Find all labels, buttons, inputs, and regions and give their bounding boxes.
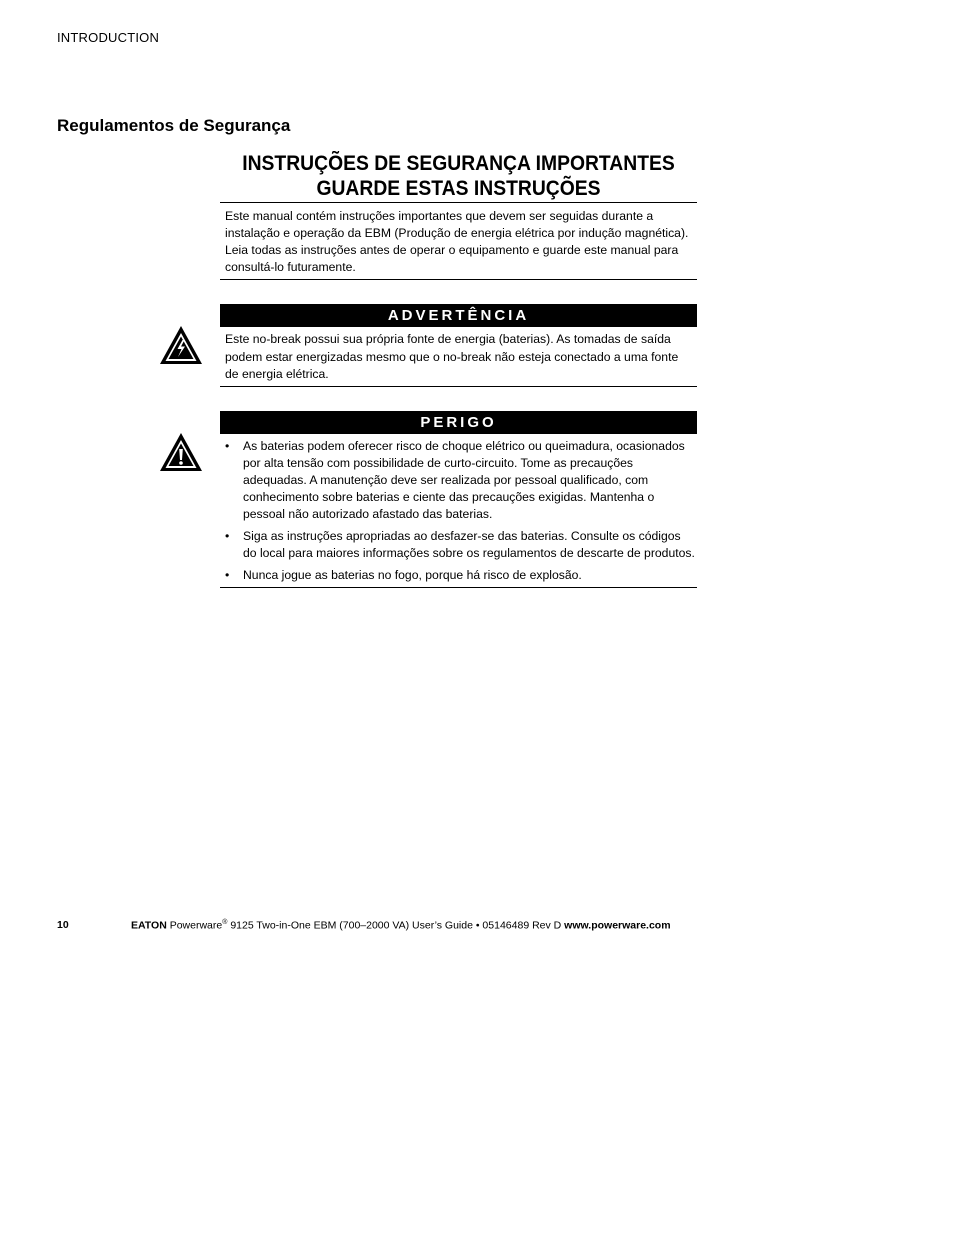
document-title: 9125 Two-in-One EBM (700–2000 VA) User’s Guide • 05146489 Rev D xyxy=(227,919,565,932)
intro-divider xyxy=(220,279,697,280)
section-title: Regulamentos de Segurança xyxy=(57,116,291,135)
list-item xyxy=(225,567,695,584)
warning-divider xyxy=(220,386,697,387)
warning-text: Este no-break possui sua própria fonte de energia (baterias). As tomadas de saída podem estar energizadas mesmo que o no-break não esteja conectado a uma fonte de energia elétrica. xyxy=(225,332,679,381)
danger-divider xyxy=(220,587,697,588)
bullet: • xyxy=(225,529,230,543)
page-number: 10 xyxy=(57,919,69,931)
list-item-text: Siga as instruções apropriadas ao desfazer-se das baterias. Consulte os códigos do local para maiores informações sobre os regulamentos de descarte de produtos. xyxy=(243,529,695,560)
safety-instructions-title xyxy=(239,151,678,201)
intro-paragraph: Este manual contém instruções importantes que devem ser seguidas durante a instalação e operação da EBM (Produção de energia elétrica por indução magnética). Leia todas as instruções antes de operar o equipamento e guarde este manual para consultá-lo futuramente. xyxy=(225,209,689,274)
document-reference xyxy=(131,919,671,932)
list-item-text: As baterias podem oferecer risco de choque elétrico ou queimadura, ocasionados por alta tensão com possibilidade de curto-circuito. Tome as precauções adequadas. A manutenção deve ser realizada por pessoal qualificado, com conhecimento sobre baterias e ciente das precauções exigidas. Mantenha o pessoal não autorizado afastado das baterias. xyxy=(243,439,685,521)
list-item-text: Nunca jogue as baterias no fogo, porque há risco de explosão. xyxy=(243,568,582,582)
running-header: INTRODUCTION xyxy=(57,30,160,45)
registered-mark: ® xyxy=(222,919,228,926)
title-line-1: INSTRUÇÕES DE SEGURANÇA IMPORTANTES xyxy=(242,152,675,175)
website-link[interactable]: www.powerware.com xyxy=(564,919,671,932)
title-divider xyxy=(220,202,697,203)
electric-shock-warning-icon xyxy=(158,324,204,366)
warning-banner: ADVERTÊNCIA xyxy=(220,304,697,327)
list-item xyxy=(225,438,695,523)
bullet: • xyxy=(225,568,230,582)
brand-name: EATON xyxy=(131,919,167,932)
list-item xyxy=(225,528,695,562)
danger-list xyxy=(225,438,695,589)
bullet: • xyxy=(225,439,230,453)
product-name: Powerware xyxy=(169,919,223,932)
danger-banner: PERIGO xyxy=(220,411,697,434)
exclamation-warning-icon xyxy=(158,431,204,473)
title-line-2: GUARDE ESTAS INSTRUÇÕES xyxy=(316,177,601,200)
